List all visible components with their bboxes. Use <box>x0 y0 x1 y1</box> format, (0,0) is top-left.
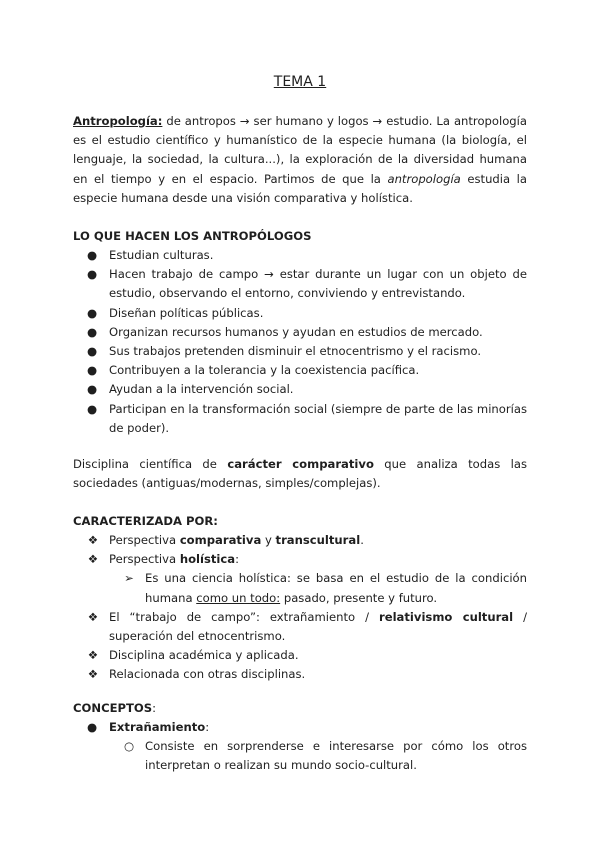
diamond-bullet-icon: ❖ <box>87 609 99 624</box>
diamond-bullet-icon: ❖ <box>87 667 99 682</box>
section-heading-conceptos: CONCEPTOS: <box>73 701 157 715</box>
list-item: ❖ El “trabajo de campo”: extrañamiento / relativismo cultural / superación del etnocentrismo. <box>87 609 527 644</box>
intro-paragraph <box>73 112 527 208</box>
list-item: ❖ Relacionada con otras disciplinas. <box>0 665 600 684</box>
intro-text-1: de antropos → ser humano y logos → estudio. La antropología es el estudio científico y humanístico de la especie humana (la biología, el lenguaje, la sociedad, la cultura...), la exploración de la diversidad humana en el tiempo y en el espacio. Partimos de que la <box>73 114 527 186</box>
list-item: ● Sus trabajos pretenden disminuir el etnocentrismo y el racismo. <box>0 342 600 361</box>
bullet-icon: ● <box>86 324 98 339</box>
list-item: ➢ Es una ciencia holística: se basa en el estudio de la condición humana como un todo: pasado, presente y futuro. <box>0 569 600 607</box>
circle-bullet-icon: ○ <box>123 739 135 754</box>
arrowhead-bullet-icon: ➢ <box>124 571 134 586</box>
diamond-bullet-icon: ❖ <box>87 648 99 663</box>
antropologos-list <box>0 246 600 438</box>
bullet-icon: ● <box>86 267 98 282</box>
list-item: ❖ Perspectiva holística: <box>0 550 600 569</box>
discipline-paragraph <box>73 455 527 493</box>
list-item: ● Estudian culturas. <box>0 246 600 265</box>
list-item: ❖ Perspectiva comparativa y transcultural. <box>0 531 600 550</box>
bullet-icon: ● <box>86 382 98 397</box>
list-item: ● Ayudan a la intervención social. <box>0 380 600 399</box>
discipline-text-1: Disciplina científica de <box>73 457 228 471</box>
list-item: ○ Consiste en sorprenderse e interesarse por cómo los otros interpretan o realizan su mundo socio-cultural. <box>123 739 527 773</box>
list-item: ❖ Disciplina académica y aplicada. <box>0 646 600 665</box>
intro-text-2: estudia la especie humana desde una visión comparativa y holística. <box>73 171 528 205</box>
list-item: ● Participan en la transformación social (siempre de parte de las minorías de poder). <box>86 401 527 435</box>
caracterizada-list <box>0 531 600 685</box>
section-heading-antropologos: LO QUE HACEN LOS ANTROPÓLOGOS <box>73 229 312 243</box>
page-title: TEMA 1 <box>273 74 327 90</box>
bullet-icon: ● <box>86 401 98 416</box>
list-item: ● Extrañamiento: <box>0 718 600 737</box>
list-item: ● Organizan recursos humanos y ayudan en estudios de mercado. <box>0 323 600 342</box>
diamond-bullet-icon: ❖ <box>87 552 99 567</box>
bullet-icon: ● <box>86 344 98 359</box>
bullet-icon: ● <box>86 720 98 734</box>
list-item: ● Contribuyen a la tolerancia y la coexistencia pacífica. <box>0 361 600 380</box>
section-heading-caracterizada: CARACTERIZADA POR: <box>73 514 218 528</box>
conceptos-list <box>0 718 600 776</box>
discipline-text-2: que analiza todas las sociedades (antiguas/modernas, simples/complejas). <box>73 457 528 491</box>
intro-term: Antropología: <box>73 114 163 128</box>
bullet-icon: ● <box>86 363 98 378</box>
discipline-bold: carácter comparativo <box>227 457 374 471</box>
diamond-bullet-icon: ❖ <box>87 533 99 547</box>
intro-italic: antropología <box>387 171 461 186</box>
list-item: ● Hacen trabajo de campo → estar durante un lugar con un objeto de estudio, observando el entorno, conviviendo y entrevistando. <box>86 267 527 301</box>
bullet-icon: ● <box>86 305 98 320</box>
bullet-icon: ● <box>86 248 98 262</box>
list-item: ● Diseñan políticas públicas. <box>0 304 600 323</box>
